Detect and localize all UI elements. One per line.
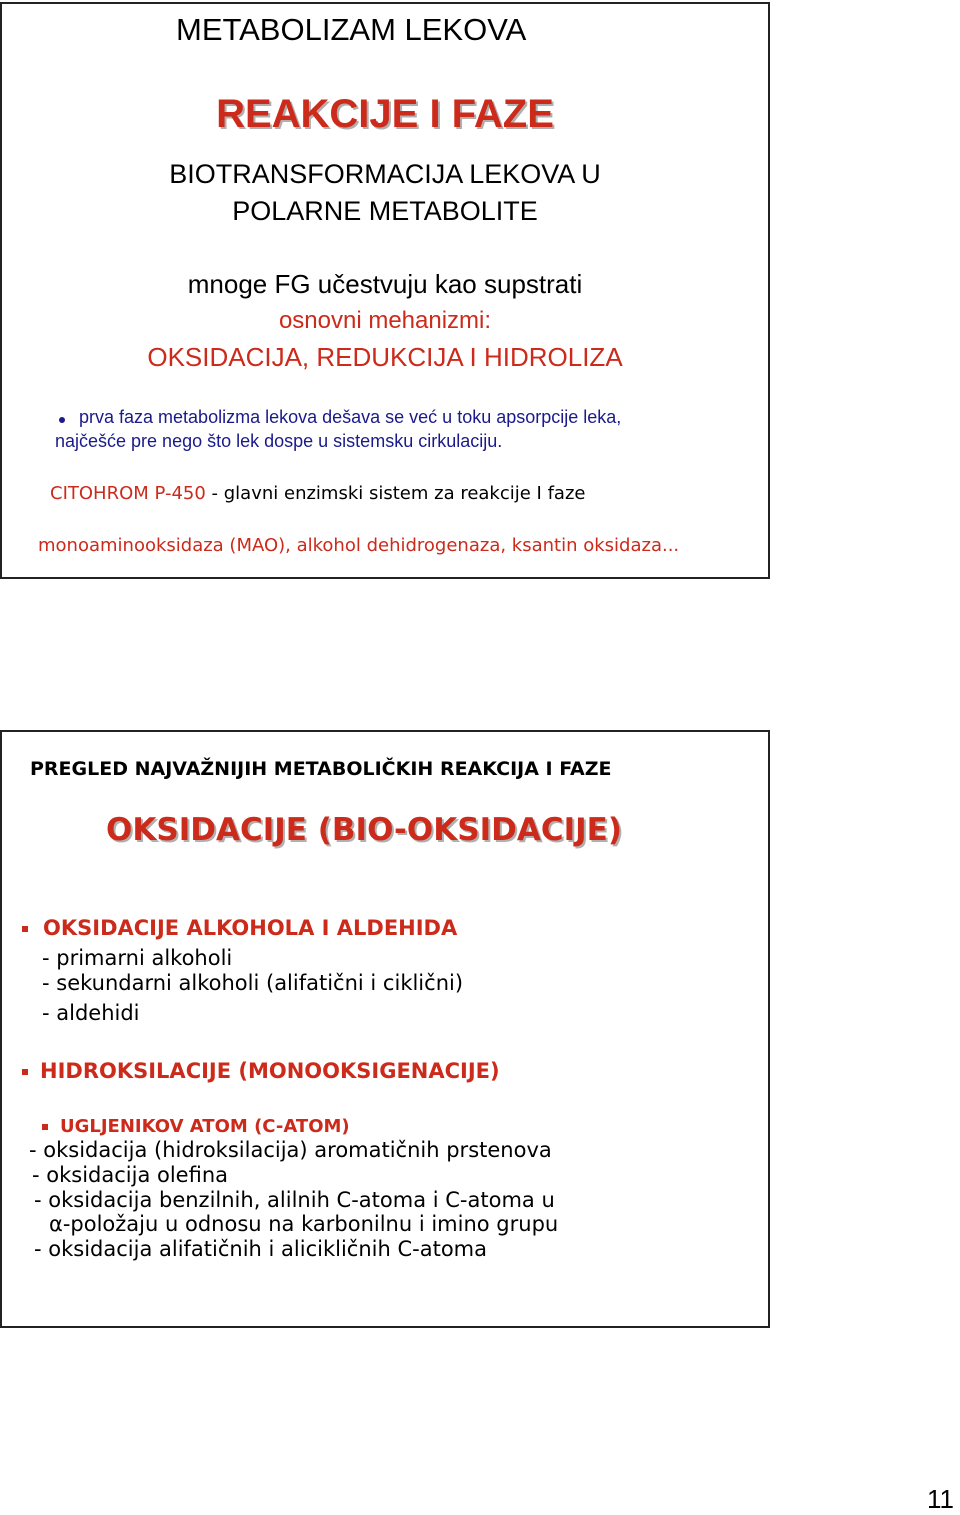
slide-metabolizam [0, 2, 770, 579]
enzymes-line: monoaminooksidaza (MAO), alkohol dehidrogenaza, ksantin oksidaza... [38, 535, 680, 556]
bullet-text-line-2: najčešće pre nego što lek dospe u sistemsku cirkulaciju. [55, 431, 503, 451]
citohrom-desc: - glavni enzimski sistem za reakcije I faze [205, 483, 586, 504]
subtitle-line-2: POLARNE METABOLITE [232, 196, 538, 226]
list-item: - oksidacija alifatičnih i alicikličnih C-atoma [34, 1237, 487, 1261]
bullet-text-line-1: prva faza metabolizma lekova dešava se već u toku apsorpcije leka, [79, 407, 622, 427]
section-alkohola: OKSIDACIJE ALKOHOLA I ALDEHIDA [43, 916, 458, 940]
subtitle-line-1: BIOTRANSFORMACIJA LEKOVA U [169, 159, 601, 189]
slide-pregled [0, 730, 770, 1328]
citohrom-name: CITOHROM P-450 [50, 483, 206, 504]
page-number: 11 [927, 1484, 954, 1514]
section-bullet-icon [22, 1069, 28, 1075]
slide-title: PREGLED NAJVAŽNIJIH METABOLIČKIH REAKCIJA I FAZE [30, 758, 612, 780]
mehanizmi-line: osnovni mehanizmi: [278, 307, 492, 334]
list-item: - primarni alkoholi [42, 946, 233, 970]
list-item: - oksidacija olefina [32, 1163, 229, 1187]
list-item: - aldehidi [42, 1001, 140, 1025]
subsection-c-atom: UGLJENIKOV ATOM (C-ATOM) [60, 1116, 350, 1137]
supstrati-line: mnoge FG učestvuju kao supstrati [187, 269, 583, 299]
citohrom-line [50, 483, 585, 504]
reakcije-line: OKSIDACIJA, REDUKCIJA I HIDROLIZA [147, 342, 623, 372]
heading-oksidacije: OKSIDACIJE (BIO-OKSIDACIJE) [106, 812, 622, 848]
subsection-bullet-icon [42, 1124, 48, 1130]
heading-reakcije: REAKCIJE I FAZE [216, 92, 554, 136]
bullet-dot-icon [59, 417, 65, 423]
list-item: - oksidacija benzilnih, alilnih C-atoma i C-atoma u [34, 1188, 555, 1212]
section-bullet-icon [22, 926, 28, 932]
slide-title: METABOLIZAM LEKOVA [176, 12, 527, 47]
list-item: - oksidacija (hidroksilacija) aromatičnih prstenova [29, 1138, 552, 1162]
list-item: - sekundarni alkoholi (alifatični i ciklični) [42, 971, 464, 995]
section-hidroksilacije: HIDROKSILACIJE (MONOOKSIGENACIJE) [40, 1059, 500, 1083]
list-item: α-položaju u odnosu na karbonilnu i imino grupu [49, 1212, 559, 1236]
